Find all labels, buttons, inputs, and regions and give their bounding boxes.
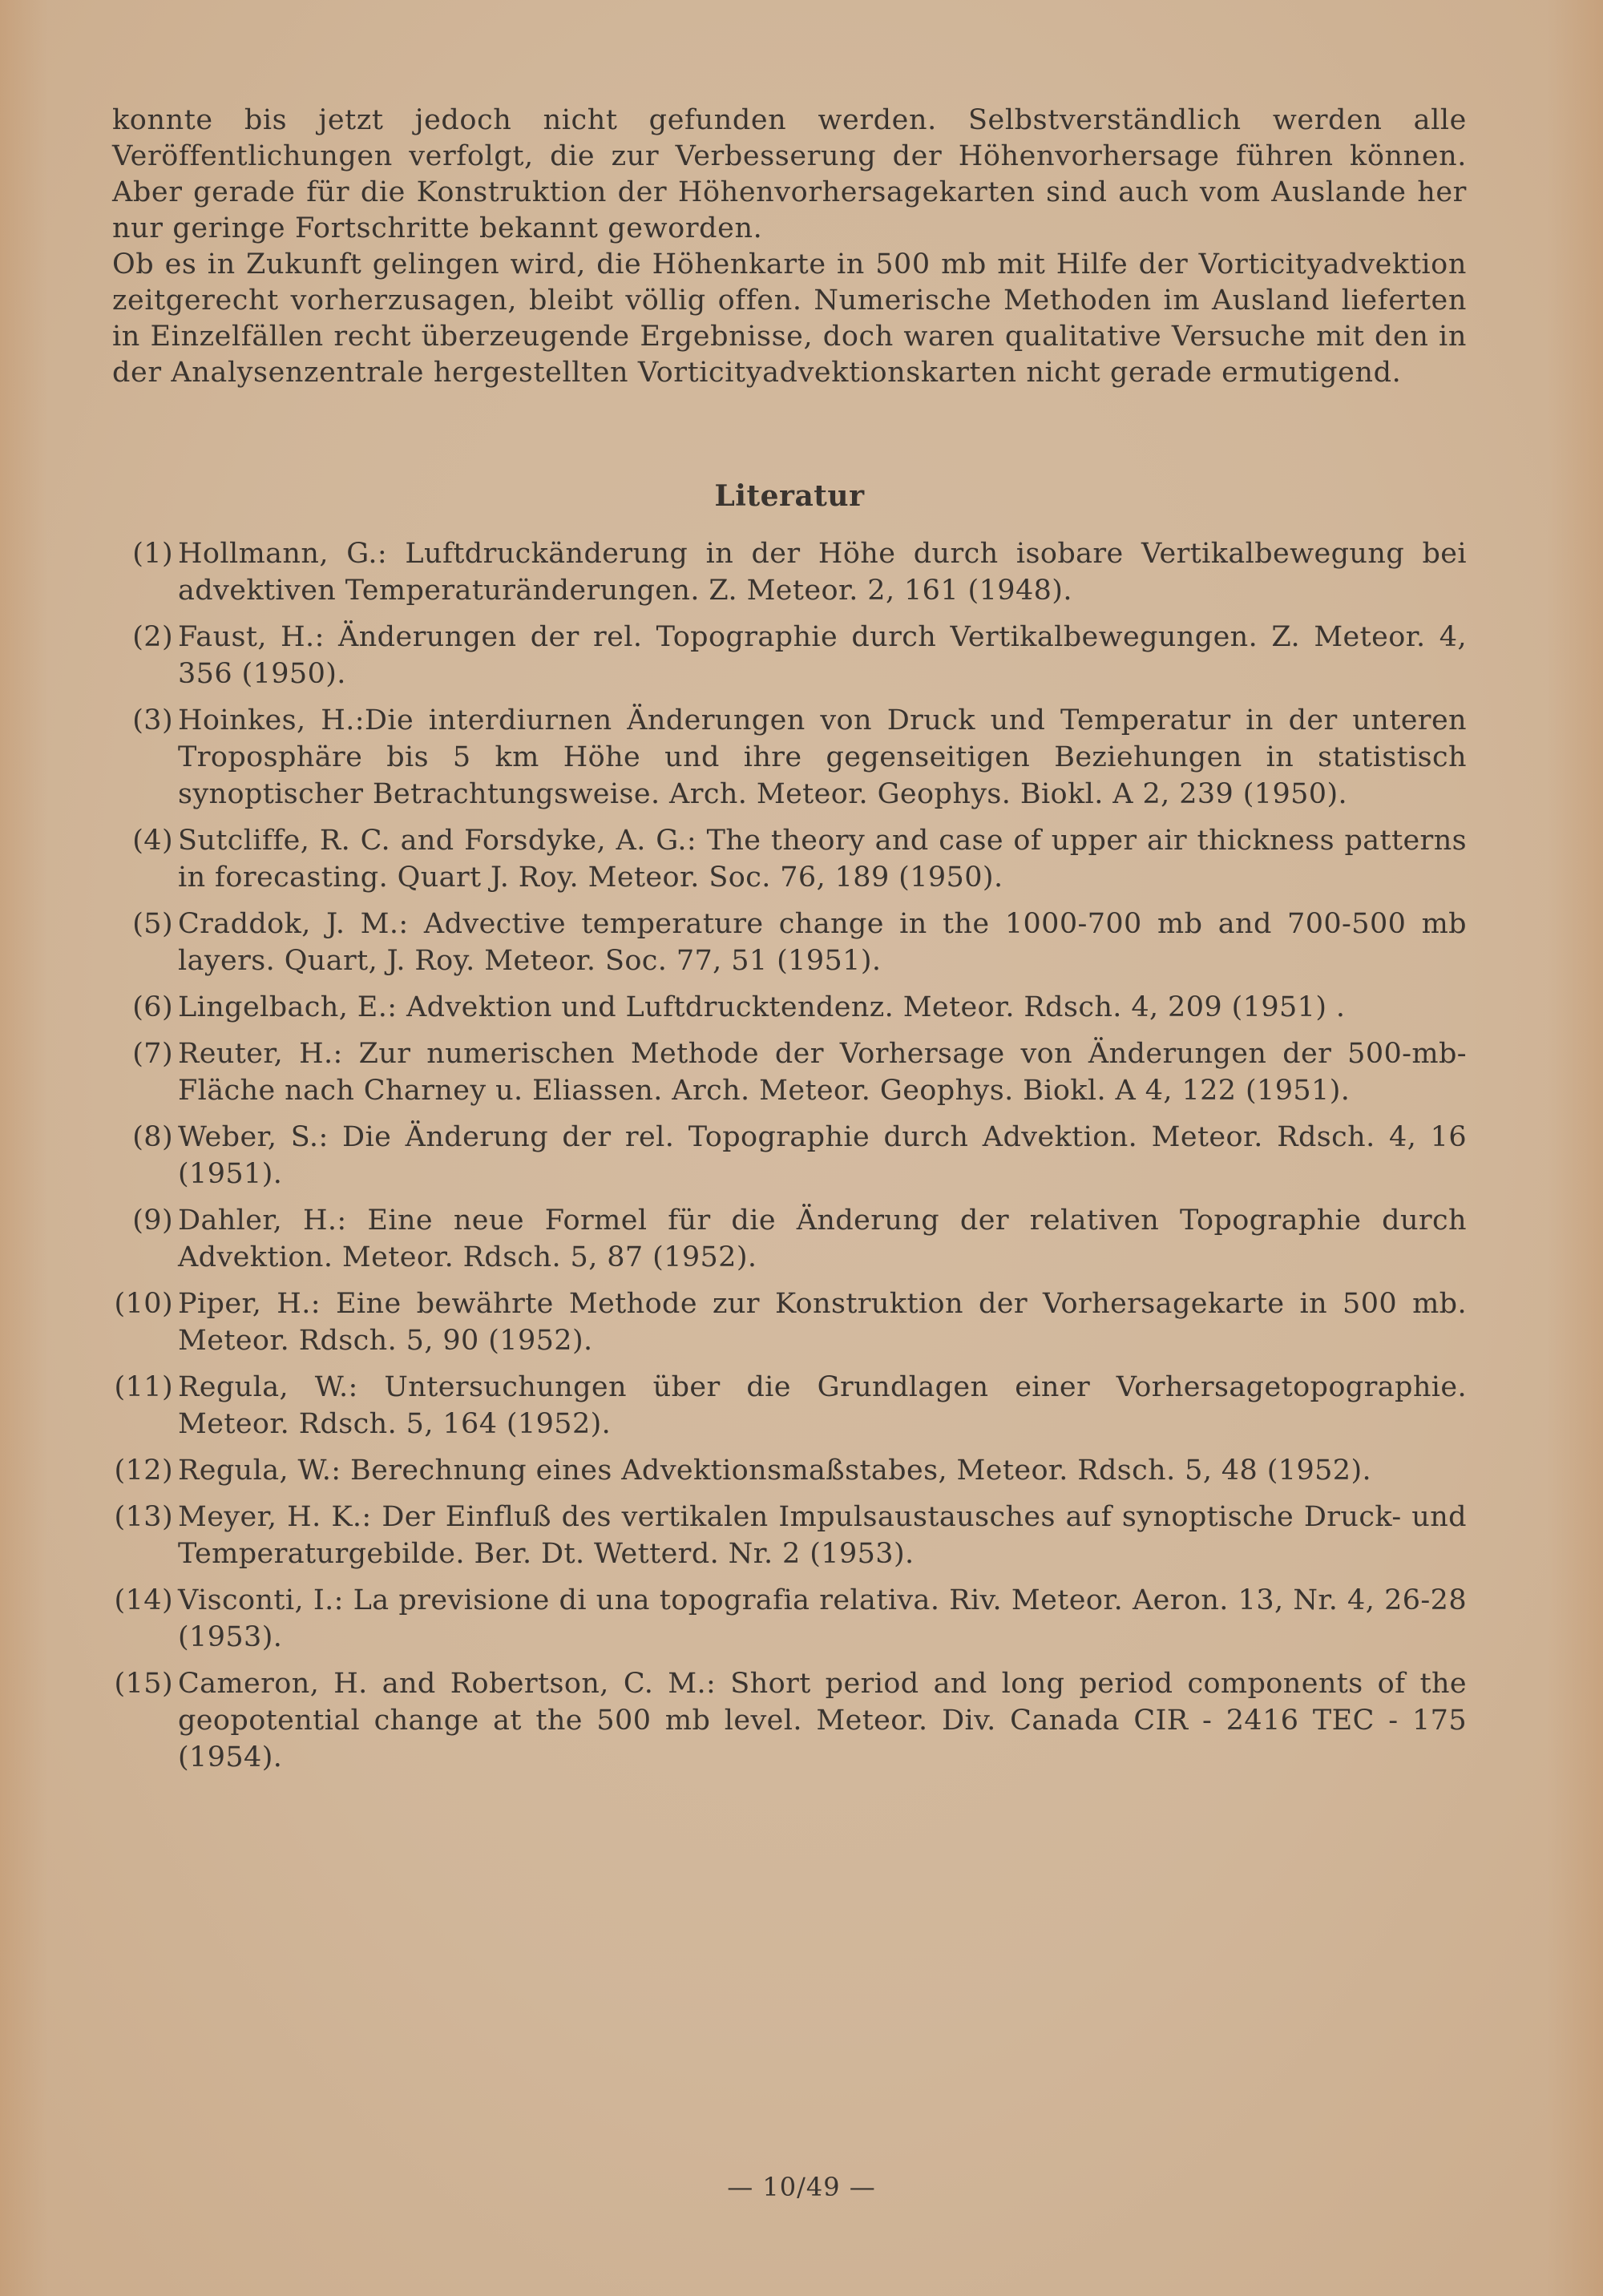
reference-text: Weber, S.: Die Änderung der rel. Topographie durch Advektion. Meteor. Rdsch. 4, 16 (1951). <box>178 1121 1467 1190</box>
reference-item <box>112 1285 1467 1359</box>
reference-text: Sutcliffe, R. C. and Forsdyke, A. G.: The theory and case of upper air thickness patterns in forecasting. Quart J. Roy. Meteor. Soc. 76, 189 (1950). <box>178 825 1467 894</box>
reference-text: Meyer, H. K.: Der Einfluß des vertikalen Impulsaustausches auf synoptische Druck- und Temperaturgebilde. Ber. Dt. Wetterd. Nr. 2 (1953). <box>178 1501 1467 1570</box>
reference-number: (15) <box>114 1668 173 1700</box>
reference-item <box>112 1119 1467 1192</box>
reference-text: Craddok, J. M.: Advective temperature change in the 1000-700 mb and 700-500 mb layers. Quart, J. Roy. Meteor. Soc. 77, 51 (1951). <box>178 908 1467 977</box>
reference-number: (14) <box>114 1584 173 1616</box>
reference-text: Regula, W.: Berechnung eines Advektionsmaßstabes, Meteor. Rdsch. 5, 48 (1952). <box>178 1455 1372 1487</box>
reference-number: (4) <box>132 825 173 857</box>
reference-item <box>112 1202 1467 1276</box>
body-text <box>112 103 1467 391</box>
reference-item <box>112 619 1467 692</box>
page-number: — 10/49 — <box>727 2172 876 2202</box>
reference-text: Visconti, I.: La previsione di una topografia relativa. Riv. Meteor. Aeron. 13, Nr. 4, 26-28 (1953). <box>178 1584 1467 1653</box>
reference-item <box>112 1452 1467 1489</box>
reference-number: (11) <box>114 1371 173 1403</box>
section-heading: Literatur <box>714 479 865 513</box>
reference-number: (3) <box>132 704 173 736</box>
reference-number: (10) <box>114 1288 173 1320</box>
paragraph-2: Ob es in Zukunft gelingen wird, die Höhenkarte in 500 mb mit Hilfe der Vorticityadvektion zeitgerecht vorherzusagen, bleibt völlig offen. Numerische Methoden im Ausland lieferten in Einzelfällen recht überzeugende Ergebnisse, doch waren qualitative Versuche mit den in der Analysenzentrale hergestellten Vorticityadvektionskarten nicht gerade ermutigend. <box>112 248 1467 389</box>
reference-text: Lingelbach, E.: Advektion und Luftdrucktendenz. Meteor. Rdsch. 4, 209 (1951) . <box>178 991 1346 1023</box>
reference-number: (13) <box>114 1501 173 1533</box>
reference-item <box>112 1035 1467 1109</box>
reference-text: Hoinkes, H.:Die interdiurnen Änderungen von Druck und Temperatur in der unteren Troposphäre bis 5 km Höhe und ihre gegenseitigen Beziehungen in statistisch synoptischer Betrachtungsweise. Arch. Meteor. Geophys. Biokl. A 2, 239 (1950). <box>178 704 1467 810</box>
reference-list <box>112 535 1467 1776</box>
reference-text: Reuter, H.: Zur numerischen Methode der Vorhersage von Änderungen der 500-mb-Fläche nach Charney u. Eliassen. Arch. Meteor. Geophys. Biokl. A 4, 122 (1951). <box>178 1038 1467 1107</box>
document-body <box>112 103 1467 1786</box>
reference-item <box>112 989 1467 1026</box>
reference-number: (2) <box>132 621 173 653</box>
reference-item <box>112 535 1467 609</box>
reference-item <box>112 822 1467 896</box>
reference-text: Faust, H.: Änderungen der rel. Topographie durch Vertikalbewegungen. Z. Meteor. 4, 356 (1950). <box>178 621 1467 690</box>
reference-text: Regula, W.: Untersuchungen über die Grundlagen einer Vorhersagetopographie. Meteor. Rdsch. 5, 164 (1952). <box>178 1371 1467 1440</box>
reference-number: (5) <box>132 908 173 940</box>
reference-number: (12) <box>114 1455 173 1487</box>
reference-item <box>112 702 1467 813</box>
reference-number: (6) <box>132 991 173 1023</box>
reference-text: Piper, H.: Eine bewährte Methode zur Konstruktion der Vorhersagekarte in 500 mb. Meteor. Rdsch. 5, 90 (1952). <box>178 1288 1467 1357</box>
reference-number: (7) <box>132 1038 173 1070</box>
paragraph-1: konnte bis jetzt jedoch nicht gefunden werden. Selbstverständlich werden alle Veröffentlichungen verfolgt, die zur Verbesserung der Höhenvorhersage führen können. Aber gerade für die Konstruktion der Höhenvorhersagekarten sind auch vom Auslande her nur geringe Fortschritte bekannt geworden. <box>112 104 1467 244</box>
reference-number: (1) <box>132 538 173 570</box>
reference-number: (8) <box>132 1121 173 1153</box>
reference-number: (9) <box>132 1204 173 1237</box>
reference-text: Hollmann, G.: Luftdruckänderung in der Höhe durch isobare Vertikalbewegung bei advektiven Temperaturänderungen. Z. Meteor. 2, 161 (1948). <box>178 538 1467 607</box>
reference-item <box>112 906 1467 979</box>
reference-item <box>112 1582 1467 1656</box>
reference-item <box>112 1665 1467 1776</box>
reference-item <box>112 1369 1467 1443</box>
reference-text: Cameron, H. and Robertson, C. M.: Short period and long period components of the geopotential change at the 500 mb level. Meteor. Div. Canada CIR - 2416 TEC - 175 (1954). <box>178 1668 1467 1773</box>
reference-item <box>112 1499 1467 1572</box>
reference-text: Dahler, H.: Eine neue Formel für die Änderung der relativen Topographie durch Advektion. Meteor. Rdsch. 5, 87 (1952). <box>178 1204 1467 1273</box>
